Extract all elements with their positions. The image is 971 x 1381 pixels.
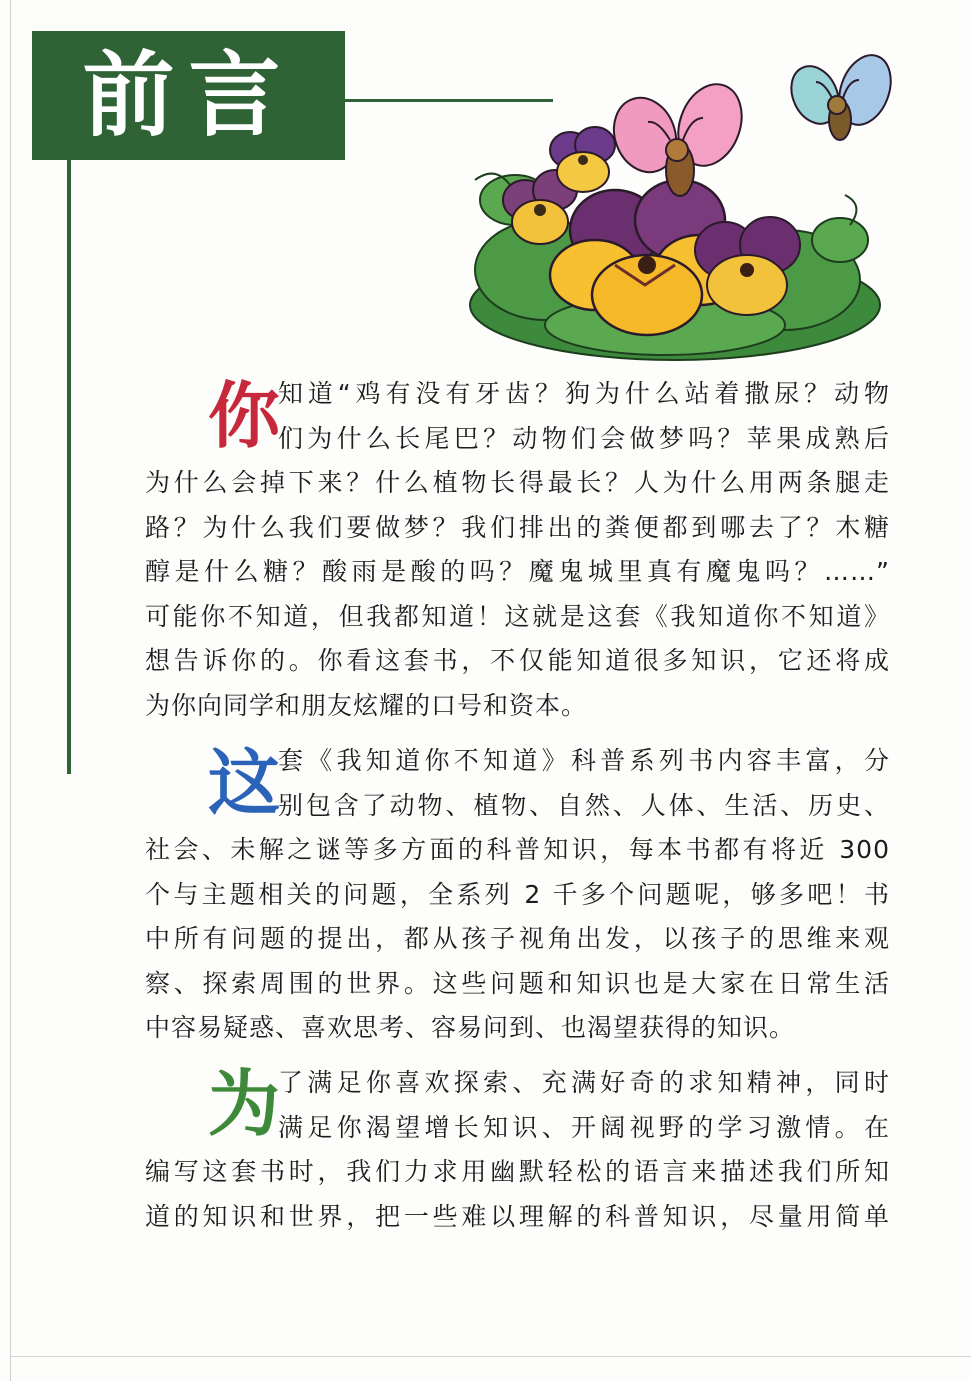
text-line: 了满足你喜欢探索、充满好奇的求知精神，同时: [278, 1068, 890, 1097]
paragraph-1: [145, 372, 890, 728]
text-line: 想告诉你的。你看这套书，不仅能知道很多知识，它还将成: [145, 646, 890, 675]
flower-butterfly-illustration: [455, 50, 900, 370]
title-box: [32, 31, 345, 160]
text-line: 可能你不知道，但我都知道！这就是这套《我知道你不知道》: [145, 601, 890, 631]
title-rule-vertical: [67, 160, 71, 774]
dropcap-2: 这: [208, 740, 281, 825]
text-line: 路？为什么我们要做梦？我们排出的粪便都到哪去了？木糖: [145, 512, 890, 542]
text-line: 中容易疑惑、喜欢思考、容易问到、也渴望获得的知识。: [145, 1013, 796, 1042]
dropcap-1: 你: [208, 373, 281, 458]
page-bottom-edge: [10, 1356, 971, 1357]
butterfly-pink-icon: [604, 75, 753, 196]
text-line: 编写这套书时，我们力求用幽默轻松的语言来描述我们所知: [145, 1157, 890, 1186]
text-line: 中所有问题的提出，都从孩子视角出发，以孩子的思维来观: [145, 924, 890, 953]
paragraph-3: [145, 1061, 890, 1239]
text-line: 社会、未解之谜等多方面的科普知识，每本书都有将近 300: [145, 835, 890, 864]
page-title: 前言: [82, 41, 295, 149]
butterfly-blue-icon: [782, 50, 899, 140]
text-line: 为什么会掉下来？什么植物长得最长？人为什么用两条腿走: [145, 468, 890, 497]
text-line: 为你向同学和朋友炫耀的口号和资本。: [145, 690, 588, 720]
text-line: 别包含了动物、植物、自然、人体、生活、历史、: [278, 790, 890, 820]
text-line: 道的知识和世界，把一些难以理解的科普知识，尽量用简单: [145, 1201, 890, 1231]
page-edge: [10, 0, 11, 1381]
text-line: 醇是什么糖？酸雨是酸的吗？魔鬼城里真有魔鬼吗？……”: [145, 557, 890, 586]
text-line: 个与主题相关的问题，全系列 2 千多个问题呢，够多吧！书: [145, 879, 890, 909]
dropcap-3: 为: [208, 1061, 281, 1146]
paragraph-2: [145, 739, 890, 1051]
text-line: 察、探索周围的世界。这些问题和知识也是大家在日常生活: [145, 968, 890, 998]
text-line: 知道“鸡有没有牙齿？狗为什么站着撒尿？动物: [278, 379, 890, 408]
text-line: 满足你渴望增长知识、开阔视野的学习激情。在: [278, 1112, 890, 1142]
text-line: 们为什么长尾巴？动物们会做梦吗？苹果成熟后: [278, 423, 890, 453]
text-line: 套《我知道你不知道》科普系列书内容丰富，分: [278, 746, 890, 775]
